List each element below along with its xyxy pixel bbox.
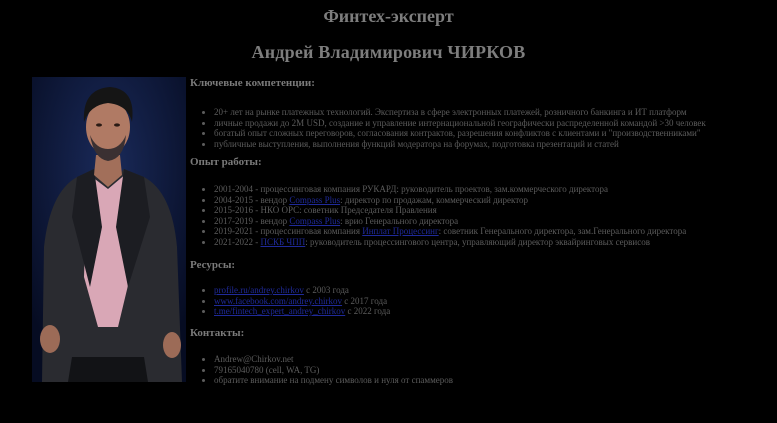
contacts-section [190, 326, 453, 386]
list-item [214, 205, 686, 216]
list-item [214, 306, 390, 317]
experience-text: 2004-2015 - вендор [214, 194, 290, 205]
list-item: • публичные выступления, выполнения функций модератора на форумах, подготовка презентаций и статей [214, 139, 706, 150]
list-item: • богатый опыт сложных переговоров, согласования контрактов, разрешения конфликтов с клиентами и "производственниками" [214, 128, 706, 139]
competencies-list [190, 107, 706, 149]
contacts-list [190, 354, 453, 386]
list-item [214, 237, 686, 248]
experience-text: 2021-2022 - [214, 236, 261, 247]
company-link[interactable]: ПСКБ ЧПП [260, 236, 306, 247]
experience-text: 2019-2021 - процессинговая компания [214, 226, 363, 237]
resources-heading: Ресурсы: [190, 259, 236, 271]
spam-note: • обратите внимание на подмену символов и нуля от спаммеров [214, 375, 453, 386]
experience-section [190, 155, 686, 248]
portrait-photo [32, 77, 186, 382]
experience-role: : врио Генерального директора [340, 215, 459, 226]
resource-link[interactable]: t.me/fintech_expert_andrey_chirkov [214, 306, 346, 317]
experience-role: : директор по продажам, коммерческий директор [340, 194, 529, 205]
experience-role: : советник Генерального директора, зам.Генерального директора [438, 226, 687, 237]
page-title: Финтех-эксперт [323, 6, 454, 26]
resource-since: с 2003 года [303, 285, 349, 295]
resource-since: с 2017 года [342, 295, 388, 306]
resource-link[interactable]: profile.ru/andrey.chirkov [214, 285, 304, 295]
company-link[interactable]: Compass Plus [289, 194, 341, 205]
experience-text: 2015-2016 - НКО ОРС: советник Председателя Правления [214, 205, 437, 216]
email-item[interactable]: • Andrew@Chirkov.net [214, 354, 453, 365]
list-item [214, 226, 686, 237]
list-item [214, 184, 686, 195]
list-item [214, 195, 686, 206]
experience-text: 2017-2019 - вендор [214, 215, 290, 226]
list-item [214, 296, 390, 307]
resource-since: с 2022 года [345, 306, 391, 317]
experience-list [190, 184, 686, 248]
list-item: • личные продажи до 2M USD, создание и управление интернациональной географически распределенной командой >30 человек [214, 118, 706, 129]
experience-role: : руководитель процессингового центра, управляющий директор эквайринговых сервисов [305, 236, 650, 247]
experience-text: 2001-2004 - процессинговая компания РУКАРД: руководитель проектов, зам.коммерческого директора [214, 184, 608, 194]
competencies-heading: Ключевые компетенции: [190, 77, 315, 89]
phone-item[interactable]: • 79165040780 (cell, WA, TG) [214, 365, 453, 376]
list-item [214, 216, 686, 227]
resources-list [190, 285, 390, 317]
resource-link[interactable]: www.facebook.com/andrey.chirkov [214, 295, 343, 306]
competencies-section [190, 76, 706, 149]
company-link[interactable]: Compass Plus [289, 215, 341, 226]
person-name: Андрей Владимирович ЧИРКОВ [251, 42, 526, 62]
resources-section [190, 258, 390, 317]
list-item: • 20+ лет на рынке платежных технологий. Экспертиза в сфере электронных платежей, розничного банкинга и ИТ платформ [214, 107, 706, 118]
experience-heading: Опыт работы: [190, 156, 262, 168]
company-link[interactable]: Инплат Процессинг [362, 226, 439, 237]
list-item [214, 285, 390, 296]
contacts-heading: Контакты: [190, 327, 245, 339]
